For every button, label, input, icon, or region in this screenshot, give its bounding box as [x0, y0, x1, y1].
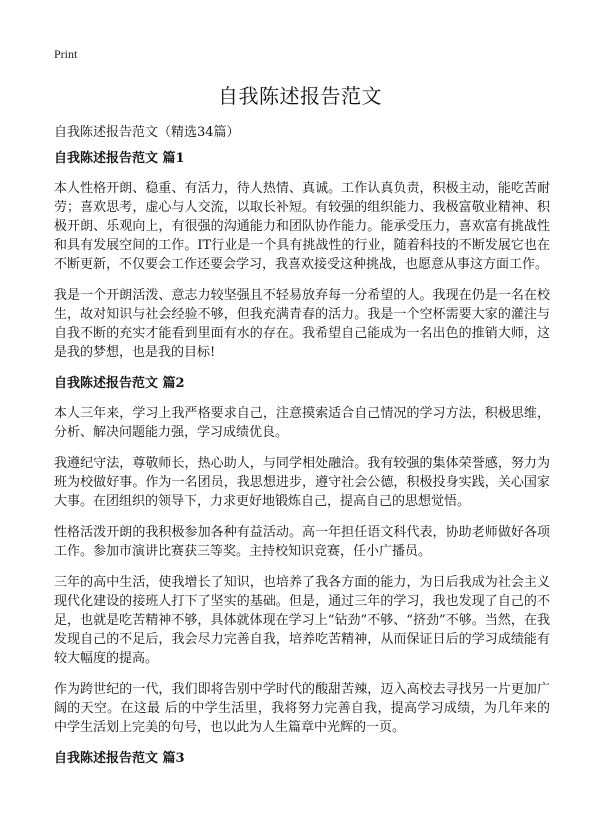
section-heading-1: 自我陈述报告范文 篇1: [54, 151, 185, 166]
paragraph: 我遵纪守法，尊敬师长，热心助人，与同学相处融洽。我有较强的集体荣誉感，努力为班为校做好事。作为一名团员，我思想进步，遵守社会公德，积极投身实践，关心国家大事。在团组织的领导下，力求更好地锻炼自己，提高自己的思想觉悟。: [54, 456, 550, 509]
paragraph: 性格活泼开朗的我积极参加各种有益活动。高一年担任语文科代表，协助老师做好各项工作。参加市演讲比赛获三等奖。主持校知识竞赛，任小广播员。: [54, 525, 550, 559]
print-link[interactable]: Print: [54, 47, 78, 61]
paragraph: 三年的高中生活，使我增长了知识，也培养了我各方面的能力，为日后我成为社会主义现代化建设的接班人打下了坚实的基础。但是，通过三年的学习，我也发现了自己的不足，也就是吃苦精神不够，具体就体现在学习上“钻劲”不够、“挤劲”不够。当然，在我发现自己的不足后，我会尽力完善自我，培养吃苦精神，从而保证日后的学习成绩能有较大幅度的提高。: [54, 575, 550, 666]
document-subtitle: 自我陈述报告范文（精选34篇）: [54, 125, 240, 140]
section-heading-3: 自我陈述报告范文 篇3: [54, 751, 185, 766]
paragraph: 本人性格开朗、稳重、有活力，待人热情、真诚。工作认真负责，积极主动，能吃苦耐劳；喜欢思考，虚心与人交流，以取长补短。有较强的组织能力、我极富敬业精神、积极开朗、乐观向上，有很强的沟通能力和团队协作能力。能承受压力，喜欢富有挑战性和具有发展空间的工作。IT行业是一个具有挑战性的行业，随着科技的不断发展它也在不断更新，不仅要会工作还要会学习，我喜欢接受这种挑战，也愿意从事这方面工作。: [54, 181, 550, 272]
section-heading-2: 自我陈述报告范文 篇2: [54, 376, 185, 391]
paragraph: 作为跨世纪的一代，我们即将告别中学时代的酸甜苦辣，迈入高校去寻找另一片更加广阔的天空。在这最 后的中学生活里，我将努力完善自我，提高学习成绩，为几年来的中学生活划上完美的句号，也以此为人生篇章中光辉的一页。: [54, 682, 550, 735]
page-title: 自我陈述报告范文: [218, 84, 382, 108]
article-body: [54, 149, 550, 779]
paragraph: 我是一个开朗活泼、意志力较坚强且不轻易放弃每一分希望的人。我现在仍是一名在校生，故对知识与社会经验不够，但我充满青春的活力。我是一个空杯需要大家的灌注与自我不断的充实才能看到里面有水的存在。我希望自己能成为一名出色的推销大师，这是我的梦想，也是我的目标!: [54, 288, 550, 360]
paragraph: 本人三年来，学习上我严格要求自己，注意摸索适合自己情况的学习方法，积极思维，分析、解决问题能力强，学习成绩优良。: [54, 406, 550, 440]
